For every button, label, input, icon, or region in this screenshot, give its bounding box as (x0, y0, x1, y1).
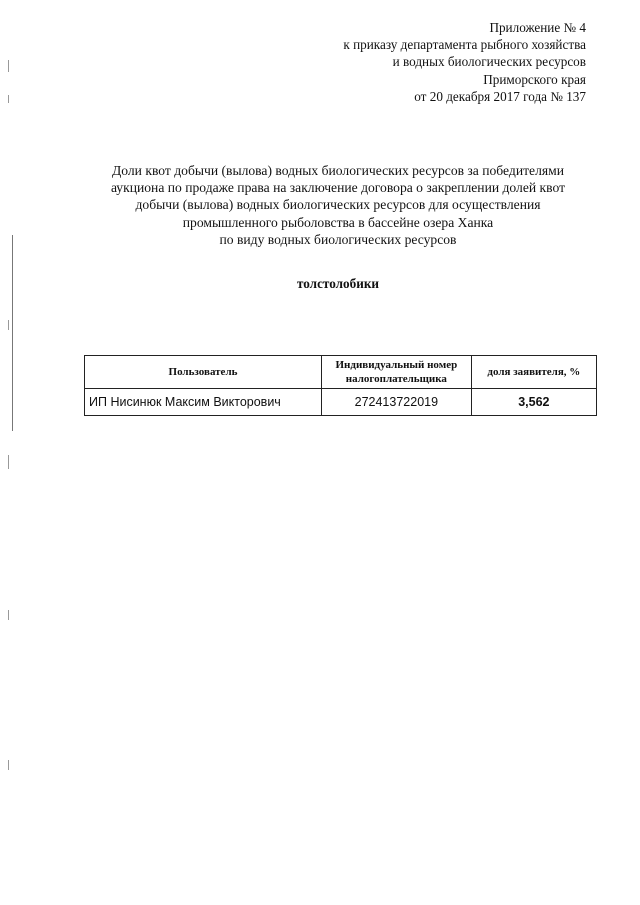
order-reference-line: и водных биологических ресурсов (392, 54, 586, 70)
quota-table (84, 355, 597, 416)
scan-artifact (8, 60, 9, 72)
scan-artifact (8, 760, 9, 770)
cell-inn: 272413722019 (321, 389, 471, 416)
title-line: добычи (вылова) водных биологических ресурсов для осуществления (135, 197, 541, 213)
title-line: аукциона по продаже права на заключение договора о закреплении долей квот (110, 180, 566, 196)
scan-artifact (8, 455, 9, 469)
header-inn: Индивидуальный номер налогоплательщика (321, 356, 471, 389)
appendix-header (343, 19, 586, 105)
document-title (60, 162, 616, 248)
title-line: по виду водных биологических ресурсов (219, 231, 457, 247)
scan-artifact (8, 320, 9, 330)
scan-artifact (8, 610, 9, 620)
scan-margin-line (12, 235, 13, 431)
species-name: толстолобики (296, 276, 380, 291)
order-reference-line: к приказу департамента рыбного хозяйства (343, 37, 586, 53)
scan-artifact (8, 95, 9, 103)
table-row (85, 389, 597, 416)
order-reference-line: Приморского края (483, 71, 586, 87)
header-user: Пользователь (85, 356, 322, 389)
cell-share: 3,562 (471, 389, 596, 416)
title-line: промышленного рыболовства в бассейне озера Ханка (182, 214, 494, 230)
table-header-row (85, 356, 597, 389)
appendix-number: Приложение № 4 (489, 20, 586, 35)
cell-user: ИП Нисинюк Максим Викторович (85, 389, 322, 416)
header-share: доля заявителя, % (471, 356, 596, 389)
title-line: Доли квот добычи (вылова) водных биологических ресурсов за победителями (112, 163, 564, 178)
order-date: от 20 декабря 2017 года № 137 (414, 88, 586, 104)
